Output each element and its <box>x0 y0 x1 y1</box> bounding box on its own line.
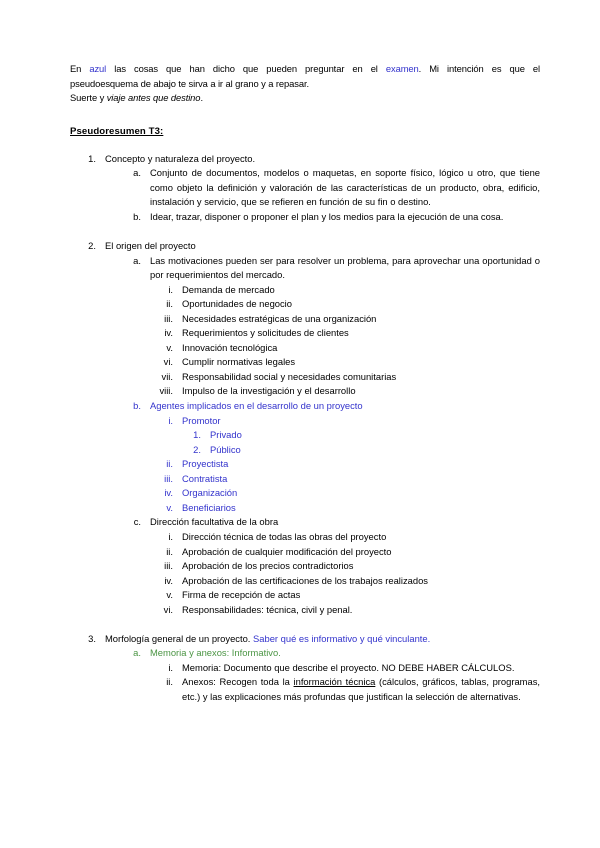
list-marker: 1. <box>193 429 201 441</box>
list-marker: vii. <box>161 370 173 382</box>
list-item-3a-ii-underlined-term: información técnica <box>293 676 376 688</box>
list-item-2a-i <box>158 283 540 298</box>
list-marker: a. <box>133 647 141 659</box>
list-spacer <box>70 617 540 632</box>
list-spacer <box>70 225 540 240</box>
list-marker: v. <box>166 501 173 513</box>
list-marker: c. <box>133 516 141 528</box>
list-item-2a-iii <box>158 312 540 327</box>
list-item-2b-i-2 <box>193 443 540 458</box>
list-item-2c-iv <box>158 574 540 589</box>
list-item-text: Las motivaciones pueden ser para resolver un problema, para aprovechar una oportunidad o por requerimientos del mercado. <box>150 254 540 281</box>
intro-line-3-part-a: Suerte y <box>70 92 107 104</box>
list-marker: iv. <box>164 487 173 499</box>
list-marker: ii. <box>166 676 173 688</box>
list-item-3 <box>88 632 540 647</box>
list-item-text: Proyectista <box>182 458 229 470</box>
list-item-text: Dirección facultativa de la obra <box>150 516 279 528</box>
list-item-text: Aprobación de cualquier modificación del proyecto <box>182 545 392 557</box>
list-item-text: Organización <box>182 487 238 499</box>
list-marker: v. <box>166 589 173 601</box>
list-item-2c-iii <box>158 559 540 574</box>
list-item-text: Agentes implicados en el desarrollo de un proyecto <box>150 400 363 412</box>
list-marker: iv. <box>164 327 173 339</box>
list-item-text: Aprobación de los precios contradictorios <box>182 560 354 572</box>
intro-line-2: pseudoesquema de abajo te sirva a ir al grano y a repasar. <box>70 77 309 89</box>
list-item-text: Responsabilidad social y necesidades comunitarias <box>182 370 397 382</box>
list-marker: 3. <box>88 632 96 644</box>
list-item-2c-i <box>158 530 540 545</box>
intro-keyword-azul: azul <box>89 63 107 74</box>
list-marker: i. <box>168 283 173 295</box>
list-marker: iii. <box>164 312 173 324</box>
list-marker: vi. <box>163 603 173 615</box>
list-item-text: Requerimientos y solicitudes de clientes <box>182 327 349 339</box>
list-marker: ii. <box>166 298 173 310</box>
list-item-2c-ii <box>158 545 540 560</box>
list-item-text: Impulso de la investigación y el desarrollo <box>182 385 356 397</box>
list-marker: i. <box>168 661 173 673</box>
intro-paragraph <box>70 62 540 106</box>
page-title: Pseudoresumen T3: <box>70 125 164 137</box>
list-item-text: Público <box>210 443 241 455</box>
list-item-2b-ii <box>158 457 540 472</box>
list-item-text: Beneficiarios <box>182 501 236 513</box>
list-marker: i. <box>168 530 173 542</box>
list-item-2b-iii <box>158 472 540 487</box>
list-item-2b-i-1 <box>193 428 540 443</box>
list-item-text <box>182 675 540 704</box>
list-item-text: Promotor <box>182 414 221 426</box>
list-item-3-text-black: Morfología general de un proyecto. <box>105 632 254 644</box>
intro-line-1-part-b: las cosas que han dicho que pueden preguntar en el <box>106 63 386 74</box>
list-item-text: Idear, trazar, disponer o proponer el plan y los medios para la ejecución de una cosa. <box>150 210 504 222</box>
list-item-text: Innovación tecnológica <box>182 341 278 353</box>
list-item-3-text-blue: Saber qué es informativo y qué vinculante. <box>253 632 431 644</box>
list-marker: iii. <box>164 472 173 484</box>
list-item-text: Conjunto de documentos, modelos o maquetas, en soporte físico, lógico u otro, que tiene como objeto la definición y valoración de las características de un producto, obra, edificio, instalación y servicio, que se refieren en función de su fin o destino. <box>150 167 540 208</box>
list-item-2a-vi <box>158 355 540 370</box>
intro-line-1-part-c: . Mi intención es que el <box>418 63 540 74</box>
list-item-1b <box>133 210 540 225</box>
list-item-2c <box>133 515 540 530</box>
list-marker: ii. <box>166 458 173 470</box>
list-item-2b-iv <box>158 486 540 501</box>
list-item-3a-ii <box>158 675 540 704</box>
intro-line-3-italic: viaje antes que destino <box>106 92 201 104</box>
list-item-text: Dirección técnica de todas las obras del proyecto <box>182 530 387 542</box>
list-item-text: Necesidades estratégicas de una organización <box>182 312 377 324</box>
list-marker: a. <box>133 254 141 266</box>
list-item-3a-ii-text-a: Anexos: Recogen toda la <box>182 676 294 688</box>
list-item-2c-v <box>158 588 540 603</box>
list-item-1a <box>133 166 540 210</box>
list-marker: 2. <box>88 240 96 252</box>
list-item-text: Demanda de mercado <box>182 283 275 295</box>
list-item-3a-ii-text-b: (cálculos, gráficos, tablas, programas, etc.) y las explicaciones más profundas que justifican la selección de alternativas. <box>182 676 540 702</box>
list-item-text: Responsabilidades: técnica, civil y penal. <box>182 603 353 615</box>
list-marker: ii. <box>166 545 173 557</box>
list-item-2a-iv <box>158 326 540 341</box>
intro-line-1 <box>70 62 540 77</box>
list-item-2b-i <box>158 414 540 429</box>
list-marker: i. <box>168 414 173 426</box>
list-marker: 1. <box>88 152 96 164</box>
list-marker: b. <box>133 210 141 222</box>
list-item-text: Oportunidades de negocio <box>182 298 292 310</box>
list-item-3a-i <box>158 661 540 676</box>
list-item-3a <box>133 646 540 661</box>
list-item-1 <box>88 152 540 167</box>
list-item-text: Aprobación de las certificaciones de los trabajos realizados <box>182 574 428 586</box>
list-item-2 <box>88 239 540 254</box>
list-item-2b-v <box>158 501 540 516</box>
list-marker: v. <box>166 341 173 353</box>
list-item-2b <box>133 399 540 414</box>
list-item-text: Contratista <box>182 472 228 484</box>
list-marker: iv. <box>164 574 173 586</box>
list-item-text <box>105 632 540 647</box>
list-item-2a-ii <box>158 297 540 312</box>
list-marker: b. <box>133 400 141 412</box>
list-item-2a-vii <box>158 370 540 385</box>
intro-line-3 <box>70 91 540 106</box>
intro-keyword-examen: examen <box>385 63 419 74</box>
list-item-text: Firma de recepción de actas <box>182 589 301 601</box>
list-item-2a <box>133 254 540 283</box>
list-marker: vi. <box>163 356 173 368</box>
list-marker: viii. <box>159 385 173 397</box>
intro-line-3-part-b: . <box>200 92 203 104</box>
list-item-2a-v <box>158 341 540 356</box>
intro-line-1-part-a: En <box>70 63 90 74</box>
list-item-text: Memoria: Documento que describe el proyecto. NO DEBE HABER CÁLCULOS. <box>182 661 515 673</box>
list-marker: iii. <box>164 560 173 572</box>
list-item-text: Cumplir normativas legales <box>182 356 296 368</box>
list-marker: a. <box>133 167 141 179</box>
list-item-text: Memoria y anexos: Informativo. <box>150 647 281 659</box>
list-item-2a-viii <box>158 384 540 399</box>
list-marker: 2. <box>193 443 201 455</box>
list-item-2c-vi <box>158 603 540 618</box>
list-item-text: Privado <box>210 429 242 441</box>
list-item-text: Concepto y naturaleza del proyecto. <box>105 152 256 164</box>
list-item-text: El origen del proyecto <box>105 240 196 252</box>
outline-list <box>70 152 540 705</box>
